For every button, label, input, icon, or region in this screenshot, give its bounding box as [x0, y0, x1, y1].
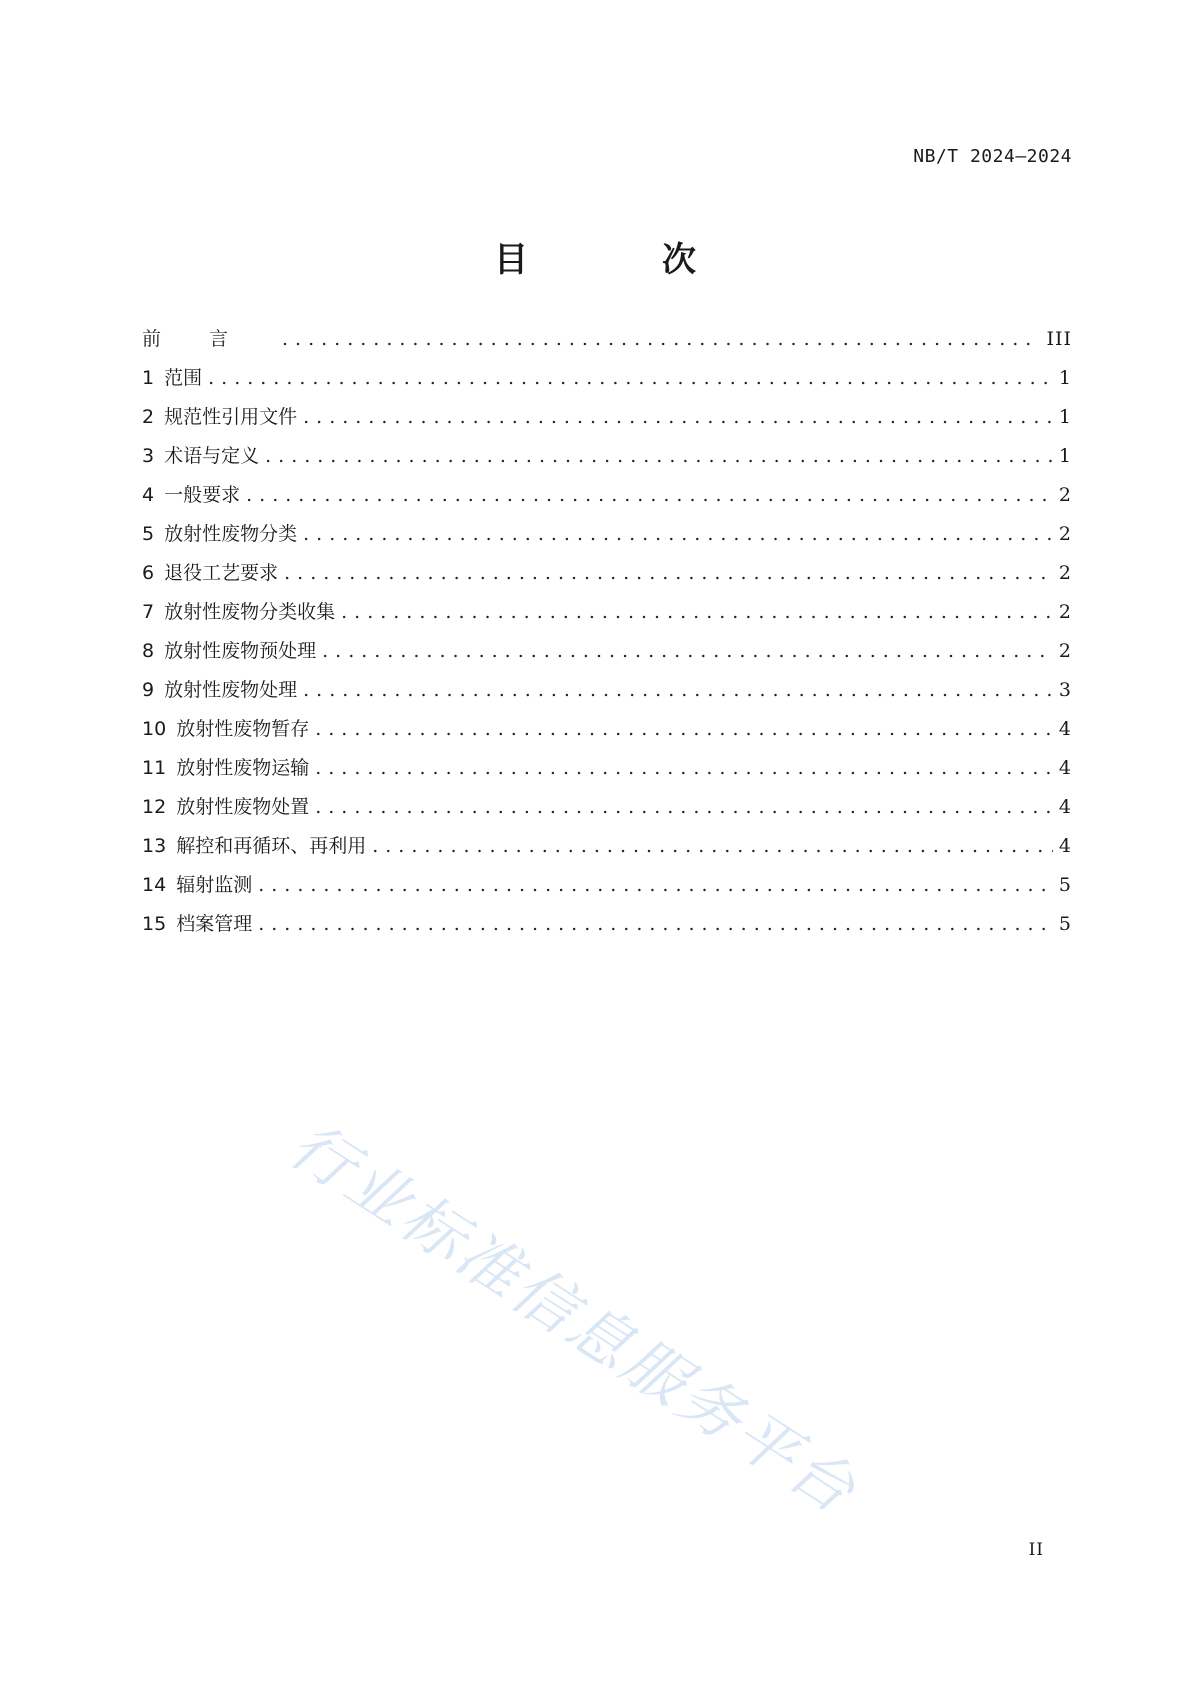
toc-entry-page: 2: [1058, 562, 1072, 584]
page-title: 目 次: [494, 240, 746, 280]
toc-leader-dots: [258, 912, 1053, 936]
toc-entry-page: 4: [1058, 835, 1072, 857]
toc-entry-label: 范围: [164, 367, 203, 389]
toc-entry-number: 12: [142, 796, 167, 818]
toc-leader-dots: [303, 522, 1053, 546]
toc-entry-label: 放射性废物分类收集: [164, 601, 336, 623]
toc-entry-number: 15: [142, 913, 167, 935]
toc-leader-dots: [315, 756, 1053, 780]
toc-entry-13[interactable]: [142, 819, 1072, 858]
table-of-contents: [142, 312, 1072, 936]
toc-entry-15[interactable]: [142, 897, 1072, 936]
toc-entry-number: 6: [142, 562, 155, 584]
toc-entry-page: 2: [1058, 484, 1072, 506]
toc-entry-number: 10: [142, 718, 167, 740]
toc-entry-10[interactable]: [142, 702, 1072, 741]
toc-entry-label: 前言: [142, 328, 277, 350]
toc-entry-label: 术语与定义: [164, 445, 260, 467]
toc-entry-number: 5: [142, 523, 155, 545]
toc-entry-number: 8: [142, 640, 155, 662]
standard-code: NB/T 2024—2024: [913, 146, 1072, 167]
toc-leader-dots: [303, 405, 1053, 429]
toc-entry-number: 9: [142, 679, 155, 701]
toc-entry-label: 辐射监测: [176, 874, 253, 896]
toc-leader-dots: [315, 717, 1053, 741]
toc-entry-11[interactable]: [142, 741, 1072, 780]
toc-entry-page: 3: [1058, 679, 1072, 701]
toc-entry-14[interactable]: [142, 858, 1072, 897]
toc-entry-label: 放射性废物处理: [164, 679, 298, 701]
toc-entry-page: 2: [1058, 640, 1072, 662]
toc-leader-dots: [258, 873, 1053, 897]
page-number: II: [1028, 1540, 1044, 1560]
toc-entry-number: 3: [142, 445, 155, 467]
toc-entry-6[interactable]: [142, 546, 1072, 585]
toc-leader-dots: [282, 327, 1040, 351]
toc-leader-dots: [372, 834, 1053, 858]
toc-entry-label: 规范性引用文件: [164, 406, 298, 428]
toc-entry-label: 放射性废物分类: [164, 523, 298, 545]
toc-leader-dots: [303, 678, 1053, 702]
watermark: 行业标准信息服务平台: [277, 1108, 871, 1529]
toc-entry-page: 4: [1058, 757, 1072, 779]
toc-leader-dots: [246, 483, 1053, 507]
toc-entry-number: 14: [142, 874, 167, 896]
toc-entry-number: 4: [142, 484, 155, 506]
toc-entry-number: 7: [142, 601, 155, 623]
toc-entry-7[interactable]: [142, 585, 1072, 624]
toc-leader-dots: [265, 444, 1053, 468]
toc-entry-5[interactable]: [142, 507, 1072, 546]
toc-entry-page: 1: [1058, 445, 1072, 467]
toc-leader-dots: [284, 561, 1053, 585]
toc-entry-12[interactable]: [142, 780, 1072, 819]
toc-entry-number: 11: [142, 757, 167, 779]
toc-entry-9[interactable]: [142, 663, 1072, 702]
toc-entry-label: 档案管理: [176, 913, 253, 935]
toc-entry-label: 一般要求: [164, 484, 241, 506]
toc-leader-dots: [341, 600, 1053, 624]
toc-entry-foreword[interactable]: [142, 312, 1072, 351]
toc-entry-number: 13: [142, 835, 167, 857]
toc-entry-page: 4: [1058, 718, 1072, 740]
toc-entry-4[interactable]: [142, 468, 1072, 507]
toc-entry-page: III: [1046, 328, 1072, 350]
toc-entry-label: 退役工艺要求: [164, 562, 279, 584]
toc-entry-page: 1: [1058, 406, 1072, 428]
toc-entry-page: 5: [1058, 874, 1072, 896]
toc-entry-number: 2: [142, 406, 155, 428]
toc-entry-label: 放射性废物暂存: [176, 718, 310, 740]
toc-entry-label: 放射性废物处置: [176, 796, 310, 818]
toc-entry-page: 2: [1058, 601, 1072, 623]
toc-entry-2[interactable]: [142, 390, 1072, 429]
toc-leader-dots: [208, 366, 1053, 390]
toc-entry-page: 1: [1058, 367, 1072, 389]
toc-entry-page: 4: [1058, 796, 1072, 818]
toc-leader-dots: [315, 795, 1053, 819]
toc-entry-page: 5: [1058, 913, 1072, 935]
toc-entry-label: 放射性废物预处理: [164, 640, 317, 662]
toc-entry-page: 2: [1058, 523, 1072, 545]
toc-entry-1[interactable]: [142, 351, 1072, 390]
toc-entry-number: 1: [142, 367, 155, 389]
toc-entry-label: 解控和再循环、再利用: [176, 835, 367, 857]
toc-entry-3[interactable]: [142, 429, 1072, 468]
toc-entry-8[interactable]: [142, 624, 1072, 663]
toc-entry-label: 放射性废物运输: [176, 757, 310, 779]
toc-leader-dots: [322, 639, 1053, 663]
